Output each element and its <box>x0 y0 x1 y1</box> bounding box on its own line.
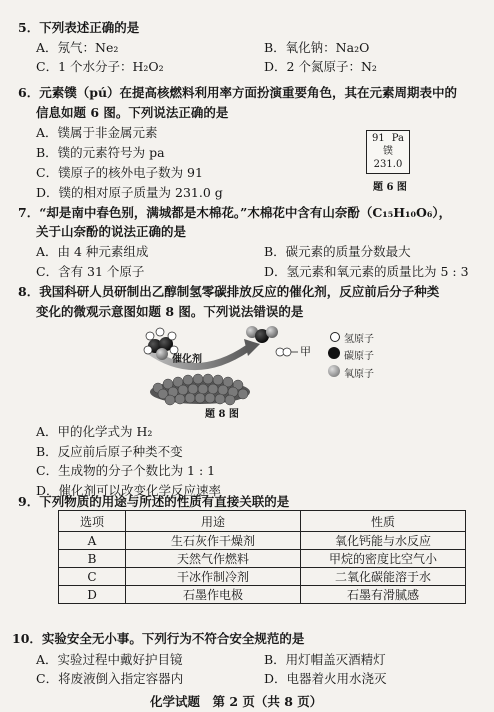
q6-option-a: A．镤属于非金属元素 <box>36 125 158 140</box>
q9-stem: 9．下列物质的用途与所述的性质有直接关联的是 <box>18 494 290 509</box>
q7-option-b: B．碳元素的质量分数最大 <box>264 244 411 259</box>
element-symbol: Pa <box>391 133 404 144</box>
row-a-option: A <box>59 532 126 550</box>
q5-option-b: B．氧化钠：Na₂O <box>264 40 370 55</box>
element-mass: 231.0 <box>373 159 403 170</box>
legend-hydrogen: 氢原子 <box>344 334 374 345</box>
q8-option-b: B．反应前后原子种类不变 <box>36 444 183 459</box>
oxygen-atom-icon <box>328 365 340 377</box>
fig8-caption: 题 8 图 <box>205 409 239 420</box>
row-b-use: 天然气作燃料 <box>126 550 301 568</box>
hydrogen-atom-icon <box>330 332 340 342</box>
row-b-option: B <box>59 550 126 568</box>
periodic-element-card <box>366 130 410 174</box>
q7-stem-line1: 7．“却是南中春色别，满城都是木棉花。”木棉花中含有山奈酚（C₁₅H₁₀O₆）， <box>18 205 452 220</box>
q10-stem: 10．实验安全无小事。下列行为不符合安全规范的是 <box>12 631 305 646</box>
q8-option-c: C．生成物的分子个数比为 1 : 1 <box>36 463 216 478</box>
q8-stem-line2: 变化的微观示意图如题 8 图。下列说法错误的是 <box>36 304 304 319</box>
q10-option-d: D．电器着火用水浇灭 <box>264 671 387 686</box>
q7-option-c: C．含有 31 个原子 <box>36 264 145 279</box>
row-d-property: 石墨有滑腻感 <box>301 586 466 604</box>
header-option: 选项 <box>59 511 126 532</box>
q6-stem-line1: 6．元素镤（pú）在提高核燃料利用率方面扮演重要角色，其在元素周期表中的 <box>18 85 458 100</box>
row-c-property: 二氧化碳能溶于水 <box>301 568 466 586</box>
q7-option-d: D．氢元素和氧元素的质量比为 5 : 3 <box>264 264 469 279</box>
header-property: 性质 <box>301 511 466 532</box>
header-use: 用途 <box>126 511 301 532</box>
element-atomic-number: 91 <box>372 133 385 144</box>
q6-option-d: D．镤的相对原子质量为 231.0 g <box>36 185 223 200</box>
q10-option-a: A．实验过程中戴好护目镜 <box>36 652 183 667</box>
product-molecule <box>246 326 278 343</box>
row-d-use: 石墨作电极 <box>126 586 301 604</box>
table-row <box>59 550 466 568</box>
carbon-atom-icon <box>328 347 340 359</box>
catalyst-surface <box>150 374 250 405</box>
q6-stem-line2: 信息如题 6 图。下列说法正确的是 <box>36 105 229 120</box>
q5-stem: 5．下列表述正确的是 <box>18 20 140 35</box>
q5-option-d: D．2 个氮原子：N₂ <box>264 59 377 74</box>
table-row <box>59 532 466 550</box>
fig6-caption: 题 6 图 <box>373 182 407 193</box>
q8-option-a: A．甲的化学式为 H₂ <box>36 424 153 439</box>
product-jia-molecule <box>276 348 298 356</box>
row-b-property: 甲烷的密度比空气小 <box>301 550 466 568</box>
q9-table <box>58 510 466 604</box>
table-header-row <box>59 511 466 532</box>
table-row <box>59 568 466 586</box>
q7-option-a: A．由 4 种元素组成 <box>36 244 149 259</box>
q8-option-d: D．催化剂可以改变化学反应速率 <box>36 483 222 498</box>
product-jia-label: 甲 <box>300 345 311 358</box>
q6-option-c: C．镤原子的核外电子数为 91 <box>36 165 203 180</box>
legend-oxygen: 氧原子 <box>344 369 374 380</box>
table-row <box>59 586 466 604</box>
element-name: 镤 <box>383 146 393 157</box>
row-c-use: 干冰作制冷剂 <box>126 568 301 586</box>
legend-carbon: 碳原子 <box>344 351 374 362</box>
row-a-property: 氧化钙能与水反应 <box>301 532 466 550</box>
row-d-option: D <box>59 586 126 604</box>
fig8-reaction-diagram <box>140 322 310 410</box>
catalyst-label: 催化剂 <box>172 354 202 365</box>
row-a-use: 生石灰作干燥剂 <box>126 532 301 550</box>
page-footer: 化学试题 第 2 页（共 8 页） <box>150 694 323 709</box>
row-c-option: C <box>59 568 126 586</box>
q5-option-c: C．1 个水分子：H₂O₂ <box>36 59 164 74</box>
q6-option-b: B．镤的元素符号为 pa <box>36 145 165 160</box>
q10-option-c: C．将废液倒入指定容器内 <box>36 671 184 686</box>
q5-option-a: A．氖气：Ne₂ <box>36 40 119 55</box>
q10-option-b: B．用灯帽盖灭酒精灯 <box>264 652 386 667</box>
q7-stem-line2: 关于山奈酚的说法正确的是 <box>36 224 187 239</box>
q8-stem-line1: 8．我国科研人员研制出乙醇制氢零碳排放反应的催化剂，反应前后分子种类 <box>18 284 440 299</box>
